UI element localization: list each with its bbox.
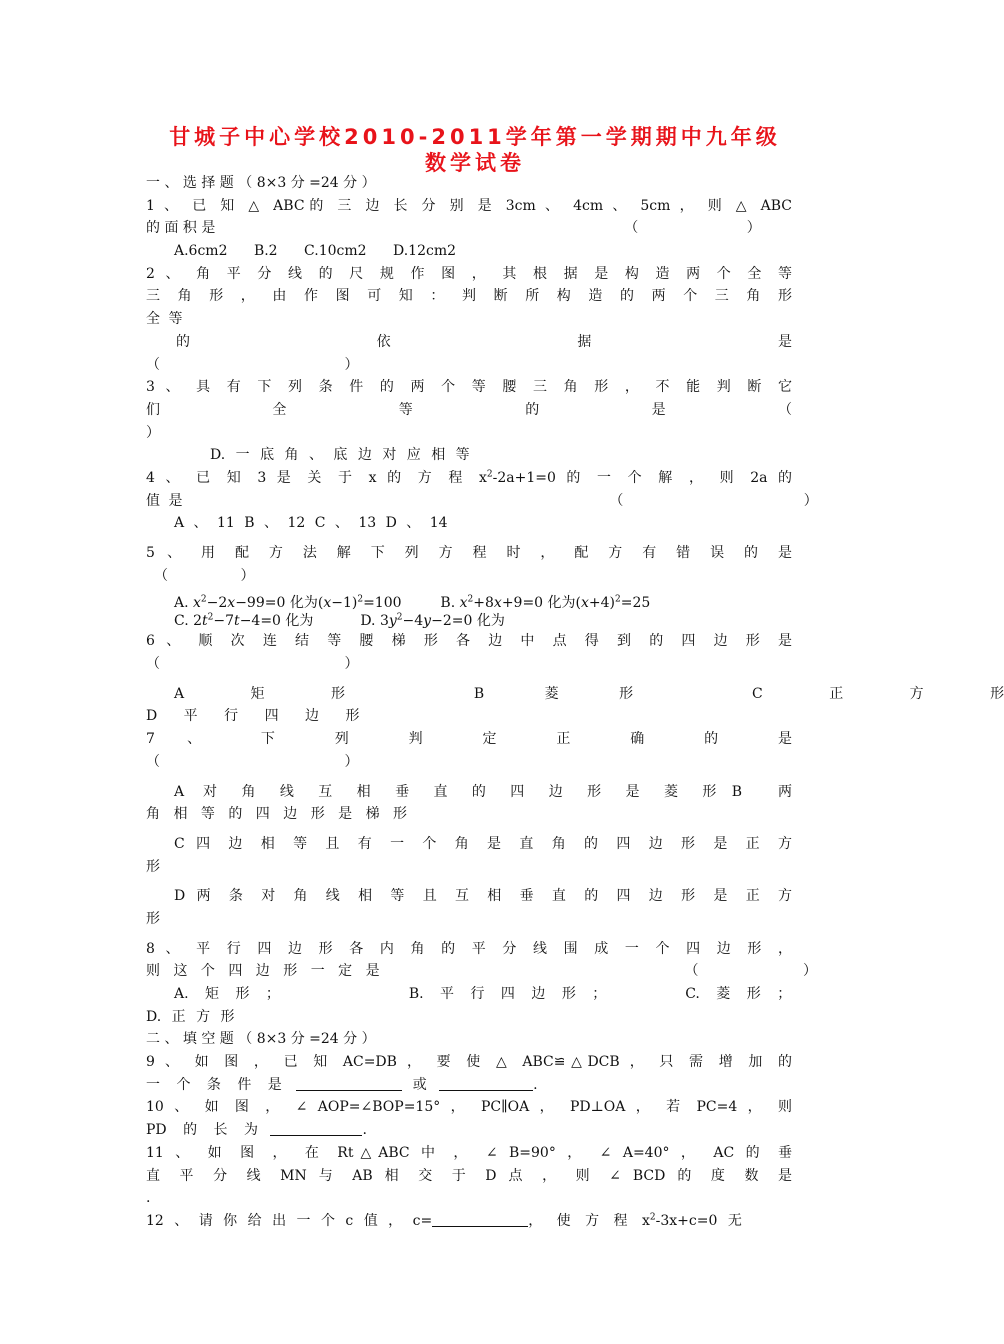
section-2-heading: 二 、 填 空 题 （ 8×3 分 =24 分 ） [146,1031,376,1048]
q12-text-a: 12 、 请 你 给 出 一 个 c 值 ， c= [146,1212,433,1229]
q4-text-a: 4 、 已 知 3 是 关 于 x 的 方 程 x [146,469,487,486]
q6-option-b: B 菱 形 [473,685,634,702]
q10-period: . [362,1122,367,1139]
q9-blank-2 [439,1076,533,1091]
q4-options: A 、 11 B 、 12 C 、 13 D 、 14 [174,515,448,532]
q4-answer-paren: （ ） [609,492,906,509]
q9-line-1: 9 、 如 图 ， 已 知 AC=DB ， 要 使 △ ABC≌△DCB ， 只 需 增 加 的 [146,1054,792,1071]
section-1-heading: 一 、 选 择 题 （ 8×3 分 =24 分 ） [146,175,376,191]
q8-line-2 [146,960,867,983]
q2-line-3: 全 等 [146,311,183,328]
q11-line-1: 11 、 如 图 ， 在 Rt△ABC 中 ， ∠ B=90° ， ∠ A=40° ， AC 的 垂 [146,1144,792,1161]
q8-line-1: 8 、 平 行 四 边 形 各 内 角 的 平 分 线 围 成 一 个 四 边 形 ， [146,940,792,957]
q1-line-2 [146,217,813,240]
q2-line-1: 2 、 角 平 分 线 的 尺 规 作 图 ， 其 根 据 是 构 造 两 个 全 等 [146,265,792,282]
q12-line-1 [146,1210,792,1233]
q6-option-a: A 矩 形 [174,685,346,702]
q10-line-2 [146,1119,792,1142]
q5-option-a: A. $x^2-2x-99=0$ 化为$(x-1)^2=100$ [174,594,402,612]
q1-line-1: 1 、 已 知 △ ABC的 三 边 长 分 别 是 3cm 、 4cm 、 5cm ， 则 △ ABC [146,197,792,214]
q10-blank [270,1121,362,1136]
q12-text-c: -3x+c=0 无 [655,1212,742,1229]
q12-exponent: 2 [649,1212,656,1223]
q8-text: 则 这 个 四 边 形 一 定 是 [146,963,380,980]
q3-line-2: 们 全 等 的 是 （ [146,401,792,418]
q7-option-d-tail: 形 [146,910,160,927]
q9-text: 一 个 条 件 是 [146,1076,282,1093]
q7-option-c-tail: 形 [146,858,160,875]
q9-period: . [533,1076,538,1093]
q1-text: 的 面 积 是 [146,220,216,237]
q2-line-2: 三 角 形 ， 由 作 图 可 知 ： 判 断 所 构 造 的 两 个 三 角 形 [146,288,792,305]
q7-option-c: C 四 边 相 等 且 有 一 个 角 是 直 角 的 四 边 形 是 正 方 [174,835,792,852]
q12-blank [432,1212,528,1227]
q5-options-cd [146,612,792,630]
q4-text-c: 值 是 [146,492,183,509]
q8-option-c: C. 菱 形 ； [685,986,792,1002]
title-line-2: 数学试卷 [425,151,525,175]
q9-line-2 [146,1074,792,1097]
q7-line-option-ab [146,781,792,804]
q7-option-d: D 两 条 对 角 线 相 等 且 互 相 垂 直 的 四 边 形 是 正 方 [174,888,792,905]
q3-option-d: D. 一 底 角 、 底 边 对 应 相 等 [210,447,470,464]
q7-option-b-tail: 角 相 等 的 四 边 形 是 梯 形 [146,806,408,823]
q2-line-4: 的 依 据 是 [176,333,792,350]
q9-blank-1 [296,1076,402,1091]
q3-line-3: ） [146,424,160,441]
q8-option-b: B. 平 行 四 边 形 ； [408,986,607,1002]
q12-text-b: ， 使 方 程 x [528,1212,650,1229]
q6-answer-paren: （ ） [146,656,449,673]
q4-exponent: 2 [486,469,493,480]
q5-option-c: C. $2t^2-7t-4=0$ 化为 [174,612,314,630]
q8-options-abc [146,983,792,1006]
q5-option-b: B. $x^2+8x+9=0$ 化为$(x+4)^2=25$ [440,594,651,612]
q8-option-d: D. 正 方 形 [146,1008,235,1025]
q2-answer-paren: （ ） [146,356,449,373]
title-line-1: 甘城子中心学校2010-2011学年第一学期期中九年级 [169,125,781,149]
exam-body [146,172,1004,1233]
q10-line-1: 10 、 如 图 ， ∠ AOP=∠BOP=15° ， PC∥OA ， PD⊥OA ， 若 PC=4 ， 则 [146,1099,792,1116]
q10-text: PD 的 长 为 [146,1122,258,1139]
q11-line-3: . [146,1190,151,1207]
q8-option-a: A. 矩 形 ； [174,986,280,1002]
q6-option-c: C 正 方 形 [752,685,1004,702]
q3-line-1: 3 、 具 有 下 列 条 件 的 两 个 等 腰 三 角 形 ， 不 能 判 断 它 [146,379,792,396]
q7-answer-paren: （ ） [146,753,449,770]
q5-options-ab [146,594,792,612]
q4-line-2 [146,490,906,513]
q5-option-d: D. $3y^2-4y-2=0$ 化为 [360,612,505,630]
q1-answer-paren: （ ） [624,220,813,237]
q6-line-1: 6 、 顺 次 连 结 等 腰 梯 形 各 边 中 点 得 到 的 四 边 形 是 [146,633,792,650]
q5-answer-paren: （ ） [154,567,289,584]
q4-text-b: -2a+1=0 的 一 个 解 ， 则 2a 的 [492,469,792,486]
q7-line-1: 7 、 下 列 判 定 正 确 的 是 [146,731,792,748]
q4-line-1 [146,467,792,490]
q9-or: 或 [412,1076,427,1093]
q7-option-b-head: B 两 [731,783,792,800]
q7-option-a: A 对 角 线 互 相 垂 直 的 四 边 形 是 菱 形 [174,783,722,800]
q6-options-abc [146,683,1004,706]
q1-options: A.6cm2 B.2 C.10cm2 D.12cm2 [174,243,457,260]
q6-option-d: D 平 行 四 边 形 [146,708,360,725]
q8-answer-paren: （ ） [684,963,867,980]
q11-line-2: 直 平 分 线 MN 与 AB 相 交 于 D 点 ， 则 ∠ BCD 的 度 数 是 [146,1167,792,1184]
q5-line-1: 5 、 用 配 方 法 解 下 列 方 程 时 ， 配 方 有 错 误 的 是 [146,545,792,561]
